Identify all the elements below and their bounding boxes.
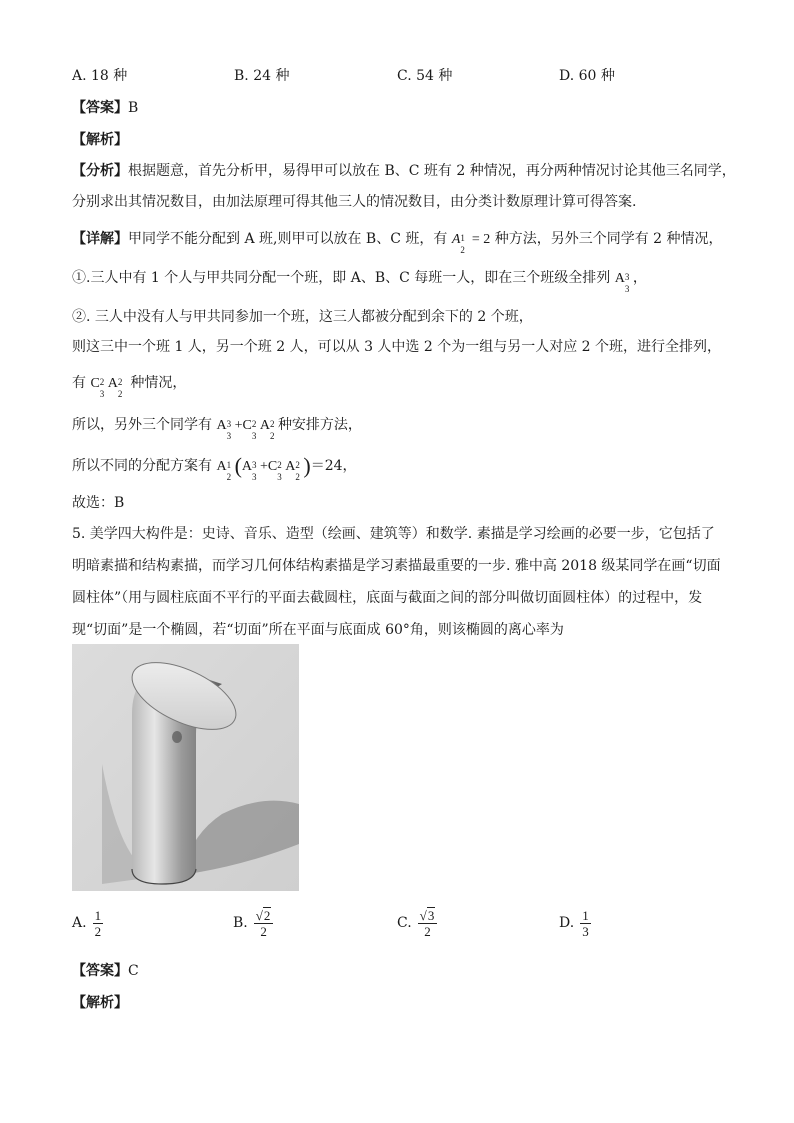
answer-tag: 【答案】 (72, 100, 128, 116)
answer-value: B (128, 100, 139, 116)
case-2-line: ②. 三人中没有人与甲共同参加一个班，这三人都被分配到余下的 2 个班， (72, 309, 533, 325)
q5-option-d: D. $\frac{1}{3}$ (559, 907, 589, 939)
case-2-line-c: 有 C 2 3 A 2 2 种情况， (72, 375, 187, 399)
case-2-line-b: 则这三中一个班 1 人，另一个班 2 人，可以从 3 人中选 2 个为一组与另一人对应 2 个班，进行全排列， (72, 339, 722, 355)
fenxi-line-2: 分别求出其情况数目，由加法原理可得其他三人的情况数目，由分类计数原理计算可得答案. (72, 194, 637, 210)
answer-line (72, 98, 138, 118)
q5-answer-line: 【答案】C (72, 963, 139, 979)
choose-line: 故选：B (72, 495, 125, 511)
cut-cylinder-sketch (72, 644, 299, 891)
option-a: A. 18 种 (72, 68, 128, 84)
formula-sum: A 3 3 +C 2 3 A 2 2 (216, 418, 275, 441)
q5-answer-value: C (128, 963, 139, 979)
formula-c32a22: C 2 3 A 2 2 (90, 376, 123, 399)
so-line-2: 所以不同的分配方案有 A 1 2 (A 3 3 +C 2 3 A 2 2 )＝24， (72, 453, 357, 482)
option-b: B. 24 种 (234, 68, 290, 84)
formula-a21: A 1 2 = 2 (451, 232, 491, 255)
q5-stem-2: 明暗素描和结构素描，而学习几何体结构素描是学习素描最重要的一步. 雅中高 2018 级某同学在画“切面 (72, 558, 721, 574)
q5-option-a: A. $\frac{1}{2}$ (72, 907, 102, 939)
option-d: D. 60 种 (559, 68, 615, 84)
q5-stem-3: 圆柱体”（用与圆柱底面不平行的平面去截圆柱，底面与截面之间的部分叫做切面圆柱体）的过程中，发 (72, 590, 703, 606)
q5-option-b: B. $\frac{√2}{2}$ (233, 903, 273, 943)
option-c: C. 54 种 (397, 68, 453, 84)
fenxi-tag: 【分析】 (72, 163, 128, 179)
q5-stem-1: 5. 美学四大构件是：史诗、音乐、造型（绘画、建筑等）和数学. 素描是学习绘画的必要一步，它包括了 (72, 526, 715, 542)
case-1-line: ①.三人中有 1 个人与甲共同分配一个班，即 A、B、C 每班一人，即在三个班级全排列 A 3 3 ， (72, 270, 647, 294)
q5-analysis-tag: 【解析】 (72, 995, 128, 1011)
formula-total: A 1 2 (A 3 3 +C 2 3 A 2 2 ) (216, 453, 311, 482)
formula-a33: A 3 3 (614, 271, 630, 294)
fenxi-line-1: 【分析】根据题意，首先分析甲，易得甲可以放在 B、C 班有 2 种情况，再分两种情况讨论其他三名同学， (72, 163, 736, 179)
q5-stem-4: 现“切面”是一个椭圆，若“切面”所在平面与底面成 60°角，则该椭圆的离心率为 (72, 622, 564, 638)
xiangjie-line: 【详解】甲同学不能分配到 A 班,则甲可以放在 B、C 班，有 A 1 2 = 2 种方法，另外三个同学有 2 种情况， (72, 231, 723, 255)
q5-option-c: C. $\frac{√3}{2}$ (397, 903, 437, 943)
analysis-tag: 【解析】 (72, 132, 128, 148)
xiangjie-tag: 【详解】 (72, 231, 128, 247)
so-line-1: 所以，另外三个同学有 A 3 3 +C 2 3 A 2 2 种安排方法， (72, 417, 362, 441)
